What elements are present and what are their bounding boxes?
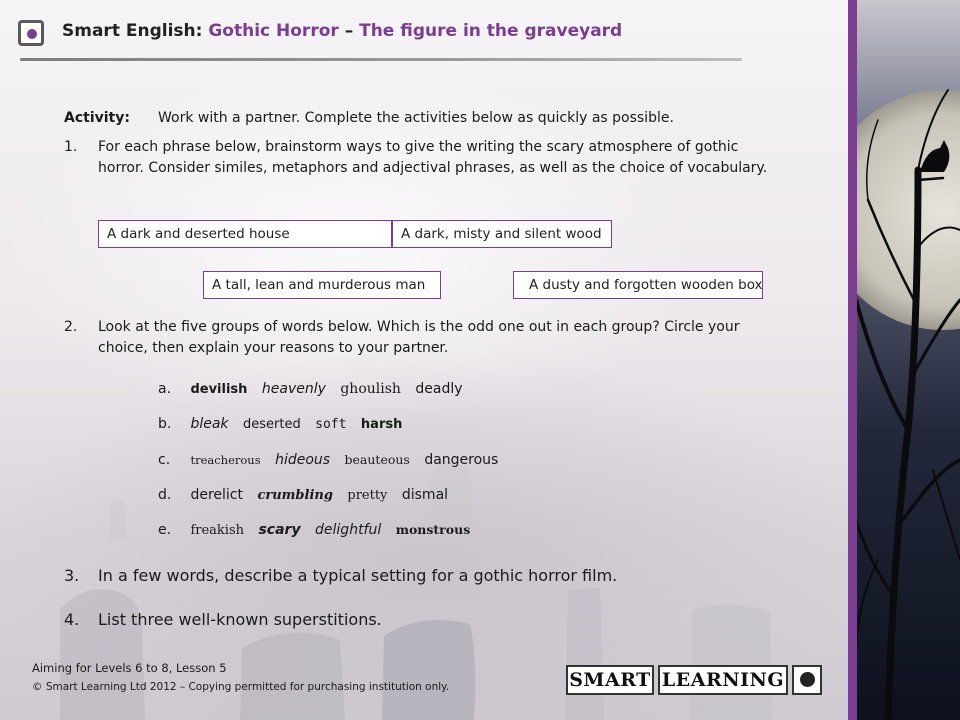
logo-learning-text: LEARNING	[658, 665, 788, 695]
group-letter: c.	[158, 452, 171, 468]
word[interactable]: pretty	[347, 488, 388, 503]
logo-dot-icon	[792, 665, 822, 695]
title-topic: Gothic Horror	[208, 21, 339, 41]
word[interactable]: derelict	[190, 487, 243, 503]
word-group-c	[158, 452, 508, 472]
word[interactable]: bleak	[190, 416, 229, 432]
question-2-text: Look at the five groups of words below. Which is the odd one out in each group? Circle your choice, then explain your reasons to your partner.	[98, 319, 740, 356]
word[interactable]: harsh	[360, 417, 403, 432]
word-group-e	[158, 522, 480, 542]
purple-border	[848, 0, 857, 720]
phrase-box: A dusty and forgotten wooden box	[513, 271, 763, 299]
word[interactable]: dismal	[401, 487, 449, 503]
word[interactable]: scary	[258, 522, 301, 538]
word[interactable]: dangerous	[424, 452, 499, 468]
page-title	[62, 21, 622, 41]
question-4-text: List three well-known superstitions.	[98, 610, 382, 629]
question-2-number: 2.	[64, 319, 78, 335]
phrase-box: A tall, lean and murderous man	[203, 271, 441, 299]
group-letter: b.	[158, 416, 172, 432]
footer-level: Aiming for Levels 6 to 8, Lesson 5	[32, 661, 227, 675]
question-3-text: In a few words, describe a typical setting for a gothic horror film.	[98, 566, 618, 585]
question-1-number: 1.	[64, 139, 78, 155]
title-separator: –	[344, 21, 354, 41]
word[interactable]: devilish	[190, 382, 248, 397]
word[interactable]: monstrous	[395, 522, 471, 537]
word[interactable]: delightful	[315, 522, 382, 538]
title-subtitle: The figure in the graveyard	[359, 21, 623, 41]
group-letter: a.	[158, 381, 172, 397]
night-sky-photo	[848, 0, 960, 720]
word[interactable]: deadly	[415, 381, 463, 397]
word-group-a	[158, 381, 473, 401]
group-letter: d.	[158, 487, 172, 503]
question-1-text: For each phrase below, brainstorm ways to give the writing the scary atmosphere of gothic horror. Consider similes, metaphors and adjectival phrases, as well as the choice of vocabulary.	[98, 139, 768, 176]
word[interactable]: heavenly	[261, 381, 326, 397]
header-divider	[20, 58, 742, 61]
title-brand: Smart English:	[62, 21, 203, 41]
question-4-number: 4.	[64, 610, 80, 629]
activity-instructions: Work with a partner. Complete the activities below as quickly as possible.	[158, 110, 674, 126]
word[interactable]: soft	[315, 417, 347, 432]
word[interactable]: beauteous	[344, 452, 410, 467]
word[interactable]: ghoulish	[340, 381, 401, 397]
word-group-b	[158, 416, 412, 436]
logo-smart-text: SMART	[566, 665, 654, 695]
header-logo-icon	[18, 20, 44, 46]
phrase-box: A dark, misty and silent wood	[392, 220, 612, 248]
activity-label: Activity:	[64, 110, 130, 126]
word[interactable]: treacherous	[190, 453, 261, 467]
word-group-d	[158, 487, 458, 507]
smart-learning-logo	[566, 665, 822, 695]
word[interactable]: freakish	[190, 523, 245, 538]
footer-copyright: © Smart Learning Ltd 2012 – Copying permitted for purchasing institution only.	[32, 681, 450, 693]
phrase-box: A dark and deserted house	[98, 220, 392, 248]
group-letter: e.	[158, 522, 172, 538]
word[interactable]: hideous	[275, 452, 331, 468]
question-3-number: 3.	[64, 566, 80, 585]
word[interactable]: crumbling	[257, 488, 333, 503]
word[interactable]: deserted	[242, 417, 301, 432]
